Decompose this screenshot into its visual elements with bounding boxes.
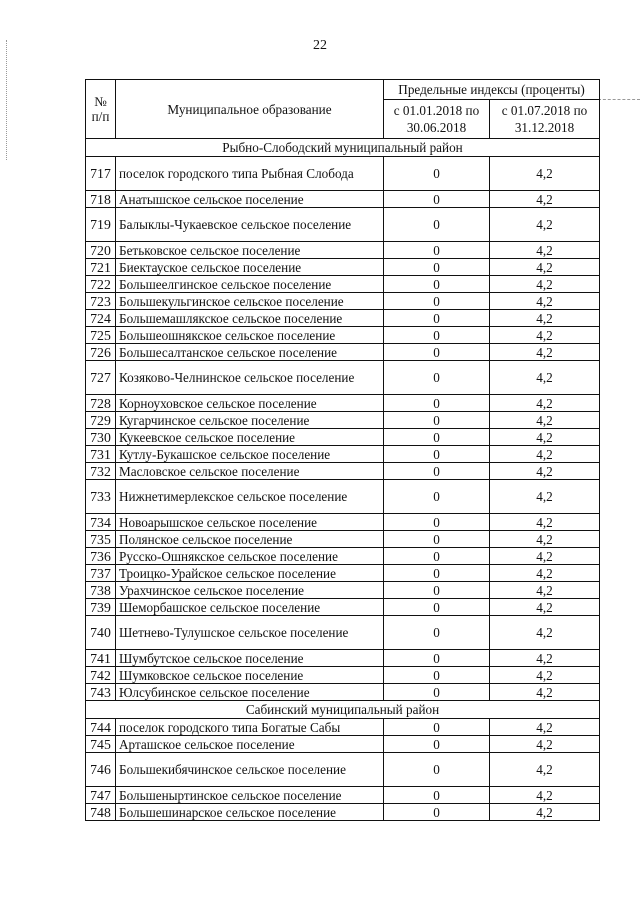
header-num: № п/п — [86, 80, 116, 139]
row-value-period-2: 4,2 — [490, 667, 600, 684]
row-name: Новоарышское сельское поселение — [116, 514, 384, 531]
row-name: Кугарчинское сельское поселение — [116, 412, 384, 429]
row-name: Большесалтанское сельское поселение — [116, 344, 384, 361]
row-name: Козяково-Челнинское сельское поселение — [116, 361, 384, 395]
row-name: Бетьковское сельское поселение — [116, 242, 384, 259]
row-name: Анатышское сельское поселение — [116, 191, 384, 208]
row-value-period-1: 0 — [384, 429, 490, 446]
row-name: поселок городского типа Рыбная Слобода — [116, 157, 384, 191]
row-value-period-1: 0 — [384, 242, 490, 259]
row-number: 739 — [86, 599, 116, 616]
row-value-period-1: 0 — [384, 548, 490, 565]
row-value-period-2: 4,2 — [490, 684, 600, 701]
table-row — [86, 787, 600, 804]
row-value-period-1: 0 — [384, 259, 490, 276]
table-row — [86, 157, 600, 191]
row-value-period-2: 4,2 — [490, 293, 600, 310]
row-value-period-2: 4,2 — [490, 736, 600, 753]
row-name: Большекибячинское сельское поселение — [116, 753, 384, 787]
row-value-period-1: 0 — [384, 650, 490, 667]
table-row — [86, 412, 600, 429]
section-title: Сабинский муниципальный район — [86, 701, 600, 719]
row-number: 747 — [86, 787, 116, 804]
section-row — [86, 139, 600, 157]
row-number: 744 — [86, 719, 116, 736]
row-value-period-1: 0 — [384, 293, 490, 310]
row-value-period-2: 4,2 — [490, 242, 600, 259]
table-row — [86, 310, 600, 327]
row-value-period-1: 0 — [384, 208, 490, 242]
row-value-period-1: 0 — [384, 463, 490, 480]
row-name: Большешинарское сельское поселение — [116, 804, 384, 821]
table-row — [86, 565, 600, 582]
table-row — [86, 429, 600, 446]
table-row — [86, 208, 600, 242]
table-row — [86, 242, 600, 259]
row-value-period-2: 4,2 — [490, 753, 600, 787]
row-number: 741 — [86, 650, 116, 667]
row-value-period-1: 0 — [384, 565, 490, 582]
indices-table — [85, 79, 600, 821]
row-name: Кукеевское сельское поселение — [116, 429, 384, 446]
row-number: 743 — [86, 684, 116, 701]
table-body — [86, 139, 600, 821]
row-value-period-1: 0 — [384, 684, 490, 701]
row-value-period-1: 0 — [384, 395, 490, 412]
row-value-period-1: 0 — [384, 719, 490, 736]
header-name: Муниципальное образование — [116, 80, 384, 139]
row-name: Русско-Ошнякское сельское поселение — [116, 548, 384, 565]
row-number: 719 — [86, 208, 116, 242]
row-value-period-2: 4,2 — [490, 310, 600, 327]
row-name: Большемашлякское сельское поселение — [116, 310, 384, 327]
row-number: 722 — [86, 276, 116, 293]
row-number: 728 — [86, 395, 116, 412]
row-value-period-2: 4,2 — [490, 582, 600, 599]
row-value-period-2: 4,2 — [490, 412, 600, 429]
row-number: 745 — [86, 736, 116, 753]
row-value-period-2: 4,2 — [490, 191, 600, 208]
row-value-period-2: 4,2 — [490, 565, 600, 582]
row-value-period-2: 4,2 — [490, 259, 600, 276]
row-name: Шумбутское сельское поселение — [116, 650, 384, 667]
table-row — [86, 463, 600, 480]
row-number: 734 — [86, 514, 116, 531]
row-value-period-1: 0 — [384, 157, 490, 191]
row-number: 731 — [86, 446, 116, 463]
row-value-period-2: 4,2 — [490, 514, 600, 531]
row-name: Урахчинское сельское поселение — [116, 582, 384, 599]
row-value-period-2: 4,2 — [490, 616, 600, 650]
row-name: Масловское сельское поселение — [116, 463, 384, 480]
table-row — [86, 276, 600, 293]
row-value-period-1: 0 — [384, 327, 490, 344]
row-name: Корноуховское сельское поселение — [116, 395, 384, 412]
table-row — [86, 650, 600, 667]
row-name: Шеморбашское сельское поселение — [116, 599, 384, 616]
row-number: 721 — [86, 259, 116, 276]
row-value-period-2: 4,2 — [490, 429, 600, 446]
row-value-period-2: 4,2 — [490, 446, 600, 463]
row-value-period-1: 0 — [384, 344, 490, 361]
row-name: Юлсубинское сельское поселение — [116, 684, 384, 701]
row-name: Нижнетимерлекское сельское поселение — [116, 480, 384, 514]
table-row — [86, 446, 600, 463]
row-value-period-1: 0 — [384, 667, 490, 684]
row-number: 730 — [86, 429, 116, 446]
row-value-period-2: 4,2 — [490, 463, 600, 480]
row-value-period-2: 4,2 — [490, 327, 600, 344]
header-period-1: с 01.01.2018 по 30.06.2018 — [384, 100, 490, 139]
row-value-period-1: 0 — [384, 531, 490, 548]
row-value-period-1: 0 — [384, 736, 490, 753]
table-row — [86, 736, 600, 753]
row-value-period-1: 0 — [384, 310, 490, 327]
row-value-period-2: 4,2 — [490, 361, 600, 395]
row-value-period-2: 4,2 — [490, 531, 600, 548]
row-number: 720 — [86, 242, 116, 259]
row-number: 727 — [86, 361, 116, 395]
row-name: Биектауское сельское поселение — [116, 259, 384, 276]
row-name: поселок городского типа Богатые Сабы — [116, 719, 384, 736]
row-number: 729 — [86, 412, 116, 429]
row-number: 726 — [86, 344, 116, 361]
table-row — [86, 259, 600, 276]
section-title: Рыбно-Слободский муниципальный район — [86, 139, 600, 157]
row-value-period-2: 4,2 — [490, 276, 600, 293]
row-value-period-2: 4,2 — [490, 719, 600, 736]
row-number: 733 — [86, 480, 116, 514]
header-group: Предельные индексы (проценты) — [384, 80, 600, 100]
table-row — [86, 616, 600, 650]
row-value-period-1: 0 — [384, 361, 490, 395]
margin-dots — [6, 40, 8, 160]
table-row — [86, 753, 600, 787]
row-number: 732 — [86, 463, 116, 480]
row-value-period-1: 0 — [384, 276, 490, 293]
row-number: 724 — [86, 310, 116, 327]
table-row — [86, 514, 600, 531]
table-row — [86, 599, 600, 616]
margin-dash — [598, 99, 640, 100]
table-row — [86, 582, 600, 599]
row-value-period-1: 0 — [384, 582, 490, 599]
table-row — [86, 531, 600, 548]
row-value-period-1: 0 — [384, 412, 490, 429]
row-number: 735 — [86, 531, 116, 548]
table-row — [86, 719, 600, 736]
table-row — [86, 361, 600, 395]
row-value-period-1: 0 — [384, 480, 490, 514]
row-value-period-2: 4,2 — [490, 804, 600, 821]
header-period-2: с 01.07.2018 по 31.12.2018 — [490, 100, 600, 139]
row-value-period-2: 4,2 — [490, 208, 600, 242]
row-name: Большеошнякское сельское поселение — [116, 327, 384, 344]
row-name: Большекульгинское сельское поселение — [116, 293, 384, 310]
row-value-period-1: 0 — [384, 804, 490, 821]
row-value-period-2: 4,2 — [490, 599, 600, 616]
table-row — [86, 684, 600, 701]
row-value-period-2: 4,2 — [490, 548, 600, 565]
row-name: Балыклы-Чукаевское сельское поселение — [116, 208, 384, 242]
row-number: 740 — [86, 616, 116, 650]
table-row — [86, 191, 600, 208]
row-value-period-1: 0 — [384, 599, 490, 616]
row-value-period-2: 4,2 — [490, 395, 600, 412]
row-number: 748 — [86, 804, 116, 821]
table-row — [86, 344, 600, 361]
table-row — [86, 548, 600, 565]
row-value-period-1: 0 — [384, 514, 490, 531]
table-row — [86, 327, 600, 344]
row-number: 718 — [86, 191, 116, 208]
page-number: 22 — [313, 38, 327, 53]
row-number: 723 — [86, 293, 116, 310]
row-value-period-2: 4,2 — [490, 344, 600, 361]
table-row — [86, 667, 600, 684]
row-value-period-2: 4,2 — [490, 650, 600, 667]
row-value-period-2: 4,2 — [490, 480, 600, 514]
table-row — [86, 804, 600, 821]
row-value-period-1: 0 — [384, 616, 490, 650]
row-number: 738 — [86, 582, 116, 599]
row-name: Арташское сельское поселение — [116, 736, 384, 753]
table-row — [86, 395, 600, 412]
row-value-period-1: 0 — [384, 191, 490, 208]
row-number: 742 — [86, 667, 116, 684]
table-row — [86, 480, 600, 514]
row-value-period-1: 0 — [384, 787, 490, 804]
row-number: 725 — [86, 327, 116, 344]
row-name: Троицко-Урайское сельское поселение — [116, 565, 384, 582]
row-value-period-2: 4,2 — [490, 157, 600, 191]
table-row — [86, 293, 600, 310]
row-value-period-2: 4,2 — [490, 787, 600, 804]
row-number: 737 — [86, 565, 116, 582]
row-name: Большеныртинское сельское поселение — [116, 787, 384, 804]
row-number: 717 — [86, 157, 116, 191]
row-name: Полянское сельское поселение — [116, 531, 384, 548]
row-name: Кутлу-Букашское сельское поселение — [116, 446, 384, 463]
row-value-period-1: 0 — [384, 753, 490, 787]
row-name: Шетнево-Тулушское сельское поселение — [116, 616, 384, 650]
section-row — [86, 701, 600, 719]
row-number: 736 — [86, 548, 116, 565]
row-name: Большеелгинское сельское поселение — [116, 276, 384, 293]
row-number: 746 — [86, 753, 116, 787]
row-name: Шумковское сельское поселение — [116, 667, 384, 684]
row-value-period-1: 0 — [384, 446, 490, 463]
